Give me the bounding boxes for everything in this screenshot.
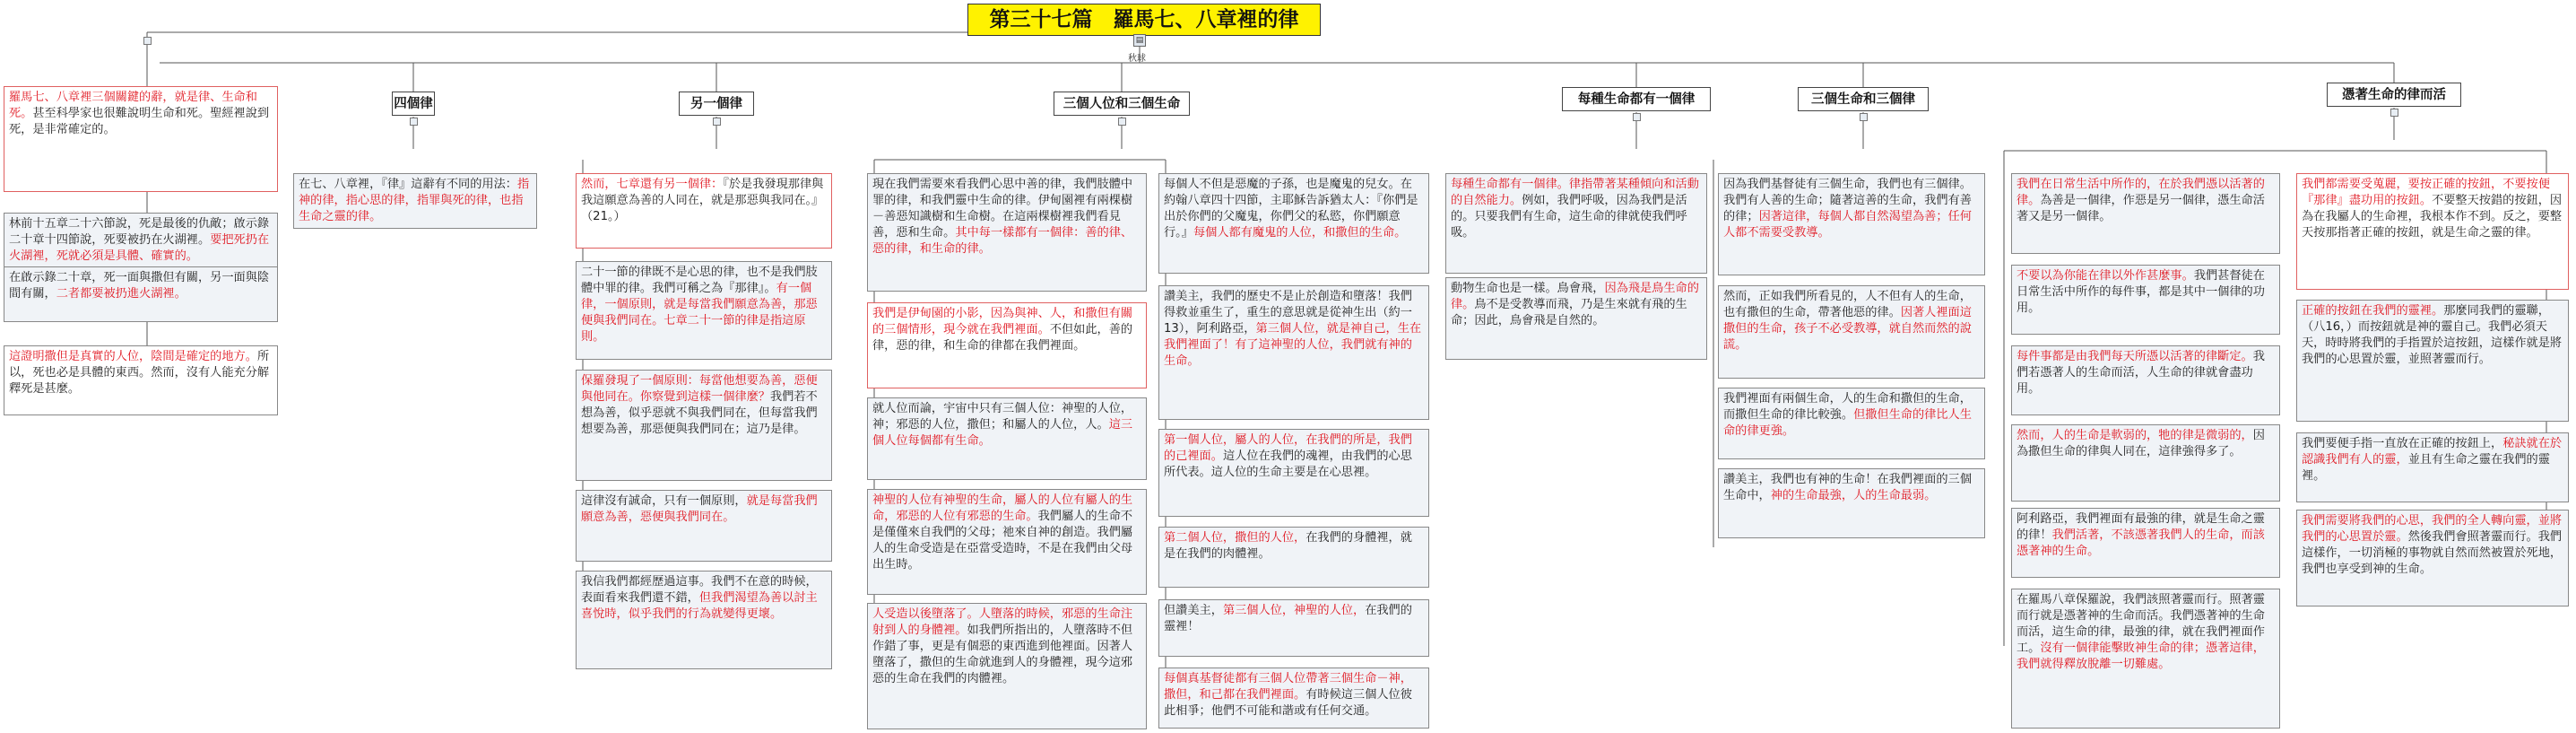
emphasis-text: 因為飛是鳥生命的律。 bbox=[1451, 282, 1699, 311]
emphasis-text: 有一個律，一個原則，就是每當我們願意為善，那惡便與我們同在。七章二十一節的律是指這原則。 bbox=[581, 282, 818, 344]
note-text: 因為我們基督徒有三個生命，我們也有三個律。我們有人善的生命；隨著這善的生命，我們有善的律； bbox=[1723, 178, 1972, 223]
emphasis-text: 我們在日常生活中所作的，在於我們憑以活著的律。 bbox=[2017, 178, 2265, 207]
note-box[interactable] bbox=[1158, 527, 1429, 588]
emphasis-text: 我們活著，不該憑著我們人的生命，而該憑著神的生命。 bbox=[2017, 528, 2265, 558]
root-caption: 秋球 bbox=[1128, 54, 1146, 64]
note-text: 甚至科學家也很難說明生命和死。聖經裡說到死，是非常確定的。 bbox=[9, 107, 270, 136]
emphasis-text: 不要以為你能在律以外作甚麼事。 bbox=[2017, 269, 2194, 283]
collapse-icon[interactable] bbox=[1118, 118, 1126, 126]
note-box[interactable] bbox=[2011, 589, 2280, 729]
note-text: 在啟示錄二十章，死一面與撒但有關，另一面與陰間有關， bbox=[9, 271, 270, 301]
note-box[interactable] bbox=[867, 603, 1147, 729]
note-box[interactable] bbox=[867, 397, 1147, 480]
emphasis-text: 神的生命最強，人的生命最弱。 bbox=[1770, 489, 1937, 502]
note-box[interactable] bbox=[576, 173, 832, 249]
note-text: 但讚美主， bbox=[1164, 604, 1223, 617]
note-text: 讚美主，我們也有神的生命！在我們裡面的三個生命中， bbox=[1723, 473, 1972, 502]
note-box[interactable] bbox=[2011, 265, 2280, 335]
emphasis-text: 每個真基督徒都有三個人位帶著三個生命－神，撒但，和己都在我們裡面。 bbox=[1164, 672, 1412, 702]
note-text: 鳥不是受教導而飛，乃是生來就有飛的生命；因此，鳥會飛是自然的。 bbox=[1451, 298, 1687, 327]
note-box[interactable] bbox=[576, 261, 832, 360]
note-text: 如我們所指出的，人墮落時不但作錯了事，更是有個惡的東西進到他裡面。因著人墮落了，撒但的生命就進到人的身體裡，現今這邪惡的生命在我們的肉體裡。 bbox=[872, 624, 1133, 685]
emphasis-text: 每種生命都有一個律。律指帶著某種傾向和活動的自然能力。 bbox=[1451, 178, 1699, 207]
emphasis-text: 沒有一個律能擊敗神生命的律；憑著這律，我們就得釋放脫離一切難處。 bbox=[2017, 641, 2265, 671]
note-text: 我們裡面有兩個生命，人的生命和撒但的生命，而撒但生命的律比較強。 bbox=[1723, 392, 1972, 422]
emphasis-text: 第三個人位，就是神自己，生在我們裡面了！有了這神聖的人位，我們就有神的生命。 bbox=[1164, 322, 1422, 368]
title-text: 第三十七篇 羅馬七、八章裡的律 bbox=[989, 7, 1299, 31]
emphasis-text: 神聖的人位有神聖的生命，屬人的人位有屬人的生命，邪惡的人位有邪惡的生命。 bbox=[872, 493, 1133, 523]
note-box[interactable] bbox=[1158, 173, 1429, 274]
note-box[interactable] bbox=[576, 370, 832, 481]
note-text: 然而，正如我們所看見的，人不但有人的生命，也有撒但的生命，帶著他惡的律。 bbox=[1723, 290, 1972, 319]
emphasis-text: 保羅發現了一個原則：每當他想要為善，惡便與他同在。你察覺到這樣一個律麼？ bbox=[581, 374, 818, 404]
branch-another-law[interactable] bbox=[679, 92, 754, 116]
note-text: 所以，死也必是具體的東西。然而，沒有人能充分解釋死是甚麼。 bbox=[9, 350, 270, 396]
note-box[interactable] bbox=[867, 173, 1147, 292]
note-box[interactable] bbox=[2011, 508, 2280, 578]
note-text: 我們若憑著人的生命而活，人生命的律就會盡功用。 bbox=[2017, 350, 2265, 396]
branch-label: 憑著生命的律而活 bbox=[2342, 86, 2446, 102]
note-box[interactable] bbox=[867, 302, 1147, 388]
note-text: 我們若不想為善，似乎惡就不與我們同在，但每當我們想要為善，那惡便與我們同在；這乃是律。 bbox=[581, 390, 818, 436]
branch-label: 三個人位和三個生命 bbox=[1062, 95, 1181, 111]
branch-four-laws[interactable] bbox=[392, 92, 435, 116]
note-box[interactable] bbox=[1158, 429, 1429, 517]
emphasis-text: 第二個人位，撒但的人位， bbox=[1164, 531, 1306, 545]
note-box[interactable] bbox=[2011, 173, 2280, 254]
note-box[interactable] bbox=[2296, 173, 2569, 290]
emphasis-text: 二者都要被扔進火湖裡。 bbox=[56, 287, 186, 301]
note-text: 就人位而論，宇宙中只有三個人位：神聖的人位，神；邪惡的人位，撒但；和屬人的人位，人。 bbox=[872, 402, 1133, 432]
emphasis-text: 就是每當我們願意為善，惡便與我們同在。 bbox=[581, 494, 818, 524]
emphasis-text: 這三個人位每個都有生命。 bbox=[872, 418, 1133, 448]
note-box[interactable] bbox=[293, 173, 537, 229]
note-text: 阿利路亞，我們裡面有最強的律，就是生命之靈的律！ bbox=[2017, 512, 2265, 542]
collapse-icon[interactable] bbox=[1860, 113, 1868, 121]
emphasis-text: 第一個人位，屬人的人位，在我們的所是，我們的己裡面。 bbox=[1164, 433, 1412, 463]
collapse-icon[interactable] bbox=[143, 37, 152, 45]
emphasis-text: 因著人裡面這撒但的生命，孩子不必受教導，就自然而然的說謊。 bbox=[1723, 306, 1972, 352]
emphasis-text: 因著這律，每個人都自然渴望為善；任何人都不需要受教導。 bbox=[1723, 210, 1972, 240]
note-text: 我信我們都經歷過這事。我們不在意的時候，表面看來我們還不錯， bbox=[581, 575, 818, 605]
branch-label: 四個律 bbox=[394, 95, 433, 111]
note-box[interactable] bbox=[576, 490, 832, 562]
emphasis-text: 指神的律，指心思的律，指罪與死的律，也指生命之靈的律。 bbox=[299, 178, 530, 223]
note-box[interactable] bbox=[1445, 173, 1707, 274]
note-text: 每個人不但是惡魔的子孫，也是魔鬼的兒女。在約翰八章四十四節，主耶穌告訴猶太人：『你們是出於你們的父魔鬼，你們父的私慾，你們願意行。』 bbox=[1164, 178, 1418, 240]
note-box[interactable] bbox=[2296, 432, 2569, 502]
note-box[interactable] bbox=[4, 345, 278, 415]
branch-label: 另一個律 bbox=[690, 95, 742, 111]
note-box[interactable] bbox=[2296, 300, 2569, 422]
note-box[interactable] bbox=[1718, 468, 1985, 538]
emphasis-text: 這證明撒但是真實的人位，陰間是確定的地方。 bbox=[9, 350, 257, 363]
emphasis-text: 我們是伊甸園的小影，因為與神、人，和撒但有關的三個情形，現今就在我們裡面。 bbox=[872, 307, 1133, 336]
note-box[interactable] bbox=[2296, 510, 2569, 606]
note-box[interactable] bbox=[1718, 388, 1985, 459]
note-text: 在我們的靈裡！ bbox=[1164, 604, 1412, 633]
note-box[interactable] bbox=[2011, 424, 2280, 502]
emphasis-text: 羅馬七、八章裡三個關鍵的辭，就是律、生命和死。 bbox=[9, 91, 257, 120]
branch-three-persons[interactable] bbox=[1054, 92, 1190, 116]
note-text: 二十一節的律既不是心思的律，也不是我們肢體中罪的律。我們可稱之為『那律』。 bbox=[581, 266, 818, 295]
emphasis-text: 每個人都有魔鬼的人位，和撒但的生命。 bbox=[1193, 226, 1407, 240]
emphasis-text: 然而，人的生命是軟弱的，牠的律是微弱的， bbox=[2017, 429, 2253, 442]
collapse-icon[interactable] bbox=[1633, 113, 1641, 121]
emphasis-text: 其中每一樣都有一個律：善的律、惡的律，和生命的律。 bbox=[872, 226, 1133, 256]
note-text: 在七、八章裡，『律』這辭有不同的用法： bbox=[299, 178, 517, 191]
note-text: 有時候這三個人位彼此相爭；他們不可能和諧或有任何交通。 bbox=[1164, 688, 1412, 718]
branch-label: 每種生命都有一個律 bbox=[1577, 91, 1696, 107]
note-box[interactable] bbox=[2011, 345, 2280, 415]
emphasis-text: 人受造以後墮落了。人墮落的時候，邪惡的生命注射到人的身體裡。 bbox=[872, 607, 1133, 637]
emphasis-text: 但我們渴望為善以討主喜悅時，似乎我們的行為就變得更壞。 bbox=[581, 591, 818, 621]
emphasis-text: 要把死扔在火湖裡，死就必須是具體、確實的。 bbox=[9, 233, 270, 263]
note-text: 『於是我發現那律與我這願意為善的人同在，就是那惡與我同在。』（21。） bbox=[581, 178, 824, 223]
note-box[interactable] bbox=[1158, 599, 1429, 657]
note-text: 為善是一個律，作惡是另一個律，憑生命活著又是另一個律。 bbox=[2017, 194, 2265, 223]
note-text: 那麼同我們的靈聯，（八16，）而按鈕就是神的靈自己。我們必須天天，時時將我們的手指置於這按鈕，這樣作就是將我們的心思置於靈，並照著靈而行。 bbox=[2302, 304, 2563, 366]
title-node[interactable] bbox=[967, 4, 1321, 36]
branch-label: 三個生命和三個律 bbox=[1811, 91, 1915, 107]
note-box[interactable] bbox=[1445, 277, 1707, 360]
branch-three-lives-laws[interactable] bbox=[1798, 87, 1929, 111]
note-text: 這人位在我們的魂裡，由我們的心思所代表。這人位的生命主要是在心思裡。 bbox=[1164, 449, 1412, 479]
note-text: 林前十五章二十六節說，死是最後的仇敵；啟示錄二十章十四節說，死要被扔在火湖裡。 bbox=[9, 217, 270, 247]
note-box[interactable] bbox=[1718, 173, 1985, 275]
emphasis-text: 我們都需要受蒐麗，要按正確的按鈕，不要按便『那律』盡功用的按鈕。 bbox=[2302, 178, 2550, 207]
emphasis-text: 第三個人位，神聖的人位， bbox=[1222, 604, 1366, 617]
note-text: 然後我們會照著靈而行。我們這樣作，一切消極的事物就自然而然被置於死地，我們也享受到神的生命。 bbox=[2302, 530, 2563, 576]
note-text: 因為撒但生命的律與人同在，這律強得多了。 bbox=[2017, 429, 2265, 458]
note-box[interactable] bbox=[4, 266, 278, 322]
emphasis-text: 但撒但生命的律比人生命的律更強。 bbox=[1723, 408, 1972, 438]
collapse-icon[interactable] bbox=[410, 118, 418, 126]
root-topic-icon[interactable]: ▤ bbox=[1133, 34, 1146, 47]
note-box[interactable] bbox=[1158, 668, 1429, 729]
note-text: 我們甚督徒在日常生活中所作的每件事，都是其中一個律的功用。 bbox=[2017, 269, 2265, 315]
note-text: 動物生命也是一樣。鳥會飛， bbox=[1451, 282, 1605, 295]
note-box[interactable] bbox=[576, 571, 832, 669]
branch-live-by-law[interactable] bbox=[2327, 83, 2461, 107]
note-text: 讚美主，我們的歷史不是止於創造和墮落！我們得救並重生了，重生的意思就是從神生出（約一13），阿利路亞， bbox=[1164, 290, 1412, 336]
note-text: 例如，我們呼吸，因為我們是活的。只要我們有生命，這生命的律就使我們呼吸。 bbox=[1451, 194, 1687, 240]
note-box[interactable] bbox=[1158, 285, 1429, 420]
emphasis-text: 秘訣就在於認識我們有人的靈， bbox=[2302, 437, 2563, 467]
collapse-icon[interactable] bbox=[713, 118, 721, 126]
note-text: 並且有生命之靈在我們的靈裡。 bbox=[2302, 453, 2550, 483]
collapse-icon[interactable] bbox=[2390, 109, 2398, 117]
emphasis-text: 然而，七章還有另一個律： bbox=[581, 178, 724, 191]
note-text: 現在我們需要來看我們心思中善的律，我們肢體中罪的律，和我們靈中生命的律。伊甸園裡有兩棵樹－善惡知識樹和生命樹。在這兩棵樹裡我們看見善，惡和生命。 bbox=[872, 178, 1133, 240]
note-text: 這律沒有誠命，只有一個原則， bbox=[581, 494, 747, 508]
note-text: 不要整天按錯的按鈕，因為在我屬人的生命裡，我根本作不到。反之，要整天按那指著正確的按鈕，就是生命之靈的律。 bbox=[2302, 194, 2563, 240]
note-text: 我們屬人的生命不是僅僅來自我們的父母；祂來自神的創造。我們屬人的生命受造是在亞當受造時，不是在我們由父母出生時。 bbox=[872, 510, 1133, 572]
branch-every-life-law[interactable] bbox=[1562, 87, 1711, 111]
emphasis-text: 每件事都是由我們每天所憑以活著的律斷定。 bbox=[2017, 350, 2253, 363]
emphasis-text: 我們需要將我們的心思，我們的全人轉向靈，並將我們的心思置於靈。 bbox=[2302, 514, 2563, 544]
note-text: 在羅馬八章保羅說，我們該照著靈而行。照著靈而行就是憑著神的生命而活。我們憑著神的生命而活，這生命的律，最強的律，就在我們裡面作工。 bbox=[2017, 593, 2265, 655]
note-box[interactable] bbox=[867, 489, 1147, 595]
note-box[interactable] bbox=[4, 86, 278, 192]
note-text: 不但如此，善的律，惡的律，和生命的律都在我們裡面。 bbox=[872, 323, 1133, 353]
emphasis-text: 正確的按鈕在我們的靈裡。 bbox=[2302, 304, 2444, 318]
note-text: 在我們的身體裡，就是在我們的肉體裡。 bbox=[1164, 531, 1412, 561]
note-text: 我們要便手指一直放在正確的按鈕上， bbox=[2302, 437, 2503, 450]
note-box[interactable] bbox=[1718, 285, 1985, 379]
